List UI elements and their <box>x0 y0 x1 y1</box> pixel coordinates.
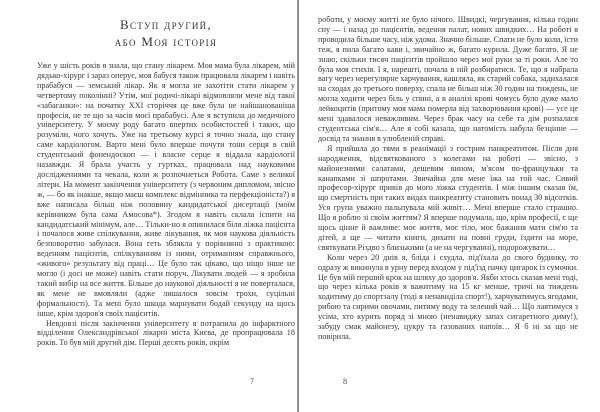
page-right <box>318 15 578 342</box>
chapter-title-line1: Вступ другий, <box>120 17 212 32</box>
page-number-left: 7 <box>250 377 254 386</box>
chapter-title <box>37 16 295 50</box>
page-left <box>37 14 295 348</box>
paragraph: Невдовзі після закінчення університету я потрапила до інфарктного відділення Олександрівської лікарні міста Києва, де пропрацювала 18 років. То був мій другий дім. Перші десять років, окрім <box>37 318 295 348</box>
chapter-title-line2: або Моя історія <box>114 34 218 49</box>
paragraph: Коли через 20 днів я, бліда і схудла, під'їхала до свого будинку, то одразу ж викинула в урну перед входом у під'їзд пачку цигарок із сумочки. Це був мій перший крок на шляху до здоров'я. Якби хтось сказав мені тоді, що через кілька років я важитиму на 15 кг менше, тричі на тиждень ходитиму до спортзалу (тоді я ненавиділа спорт!), харчуватимусь ягодами, рибою та сирими овочами, питиму воду та зелений чай… Що лаятимуся з усіма, хто курить поряд зі мною (ненавиджу запах сигаретного диму!), забуду смак майонезу, цукру та газованих напоїв… Я б ні за що не повірила. <box>318 252 578 341</box>
page-number-right: 8 <box>343 377 347 386</box>
paragraph: Я прийшла до тями в реанімації з гострим панкреатитом. Після дня народження, відсвяткованого з колегами на роботі — звісно, з майонезними салатами, дешевим вином, м'ясом по-французьки та канапками зі шпротами. Звичайна для мене їжа на той час. Сивий професор-хірург привів до мого ліжка студентів. І між іншим сказав їм, що смертність при таких видах панкреатиту становить понад 30 відсотків. Уся група уважно пальпувала мій живіт… Мені вперше стало страшно. Що я роблю зі своїм життям? Я вперше подумала, що, крім професії, є ще щось цінне й важливе: моє життя, моє тіло, моє бажання мати сім'ю та дітей, а ще — читати книги, дихати на повні груди, їздити на море, святкувати Різдво з близькими (а не на чергуванні), подорожувати… <box>318 143 578 252</box>
paragraph: роботи, у моєму житті не було нічого. Швидкі, чергування, кілька годин сну — і назад до пацієнтів, ведення палат, нових швидких… На роботі я проводила більше часу, ніж удома. Значно більше. Спати не було коли, їсти теж, я пила багато кави і, звичайно ж, багато курила. Дуже багато. Я не знаю, скільки тисяч пацієнтів пройшло через мої руки за ті роки. Але то була моя стихія. І я, нарешті, почала в ній розбиратися. Те, що я набрала вагу через нерегулярне харчування, кашляла, як старий собака, задихалася на сходах до третього поверху, спала не більш ніж 30 годин на тиждень, не могла ходити через біль у спині, а в аналізі крові чомусь було дуже мало лейкоцитів (притому моя мама померла від захворювання крові) — усе це мені здавалося неважливим. Через брак часу на себе та дім розпалася студентська сім'я… Але я собі казала, що натомість набула безцінне — досвід та знання в улюбленій справі. <box>318 15 578 143</box>
paragraph: Уже у шість років я знала, що стану лікарем. Моя мама була лікарем, мій дядько-хірург і зараз оперує, моя бабуся також працювала лікарем і навіть прабабуся — земський лікар. Як я могла не захотіти стати лікарем у четвертому поколінні? Утім, мої родичі-лікарі відмовляли мене від такої «забаганки»: на початку XXI сторіччя це вже була не найшанованіша професія, не те що за часів моєї прабабусі. Але я вступила до медичного університету. У моєму роду багато впертих особистостей і таких, що розуміли, чого хочуть. Уже на третьому курсі я точно знала, що стану саме кардіологом. Варто мені було вперше почути тони серця в свій студентський фонендоскоп — і власне серце я віддала кардіології назавжди. Я брала участь у гуртках, працювала над науковими дослідженнями та чекала, коли ж розпочнеться Робота. Саме з великої літери. На момент закінчення університету (з червоним дипломом, звісно ж, — бо як інакше, якщо маєш комплекс відмінника та перфекціоніста?) я вже написала більш ніж половину кандидатської дисертації (моїм керівником була сама Амосова*). Згодом я навіть склала іспити на кандидатський мінімум, але… Тільки-но я опинилася біля ліжка пацієнта і почалося живе спілкування, живе лікування, як моя наукова діяльність безповоротно забулася. Вона геть зблякла у порівнянні з практикою: веденням пацієнтів, спілкуванням із ними, отриманням справжнього, «живого» результату від праці… Це було так цікаво, що ніщо інше не могло (і досі не може) навіть стати поруч. Лікувати людей — я зробила такий вибір на все життя. Більше до наукової діяльності я не поверталася, як мене не вмовляли (адже лишалося зовсім трохи, суцільні формальності). Та мені було шкода марнувати бодай секунду на щось інше, крім здоров'я своїх пацієнтів. <box>37 61 295 318</box>
page-gutter-divider <box>297 0 299 412</box>
